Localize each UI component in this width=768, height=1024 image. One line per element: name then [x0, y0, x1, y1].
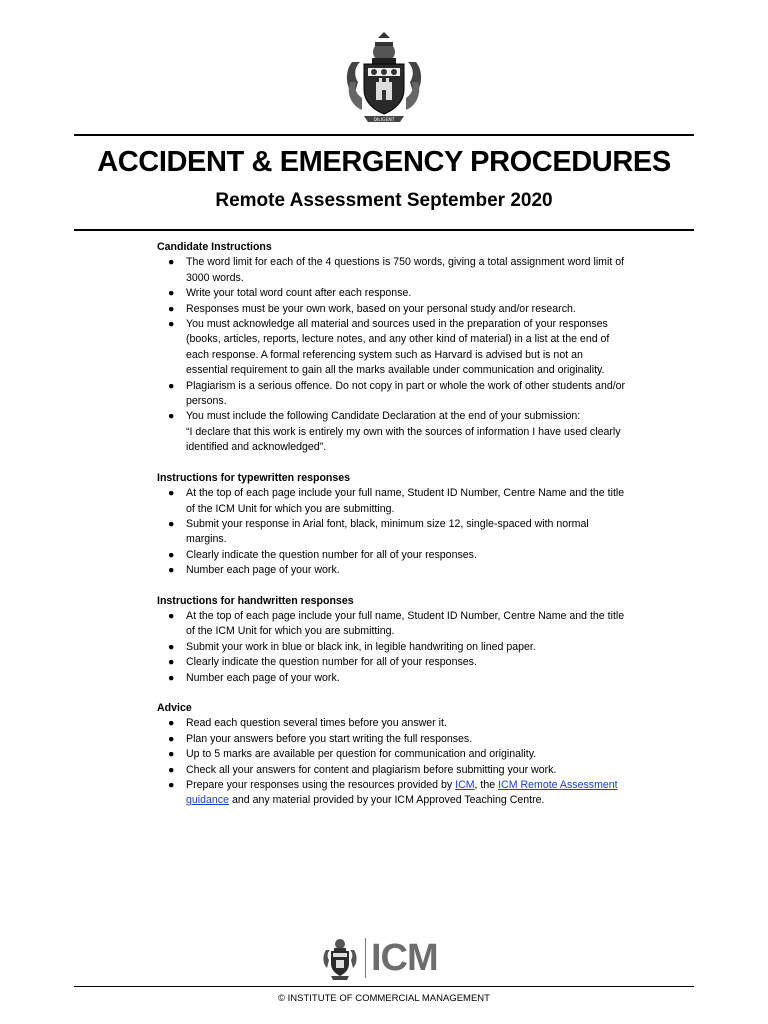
list-item-text: Prepare your responses using the resources provided by [186, 779, 456, 791]
remote-assessment-guidance-link[interactable]: ICM Remote Assessment guidance [186, 779, 618, 807]
bullet-icon: ● [168, 640, 175, 653]
list-item-text: , the [474, 779, 499, 791]
list-item [157, 732, 627, 747]
list-item [157, 747, 627, 762]
bullet-icon: ● [168, 256, 175, 269]
list-item-text: Read each question several times before you answer it. [186, 717, 447, 730]
list-item [157, 548, 627, 563]
list-item [157, 302, 627, 317]
list-item [157, 286, 627, 301]
bullet-icon: ● [168, 717, 175, 730]
list-item-text: Plan your answers before you start writing the full responses. [186, 732, 473, 745]
list-item-text: Responses must be your own work, based on your personal study and/or research. [186, 302, 576, 315]
list-item-text: Up to 5 marks are available per question for communication and originality. [186, 748, 537, 761]
header-rule-top [74, 134, 694, 136]
list-item-text: and any material provided by your ICM Approved Teaching Centre. [229, 794, 545, 807]
list-item-text: You must acknowledge all material and sources used in the preparation of your responses (books, articles, reports, lecture notes, and any other kind of material) in a list at the end of each response. A formal referencing system such as Harvard is advised but is not an essential requirement to gain all the marks available under communication and originality. [186, 318, 610, 377]
list-item [157, 517, 627, 548]
candidate-declaration: “I declare that this work is entirely my own with the sources of information I have used clearly identified and acknowledged”. [186, 425, 621, 454]
section-heading: Candidate Instructions [157, 241, 272, 253]
icm-link[interactable]: ICM [455, 779, 475, 791]
section-advice [157, 701, 627, 809]
bullet-icon: ● [168, 609, 175, 622]
document-body [157, 240, 627, 824]
list-item [157, 379, 627, 410]
list-item [157, 778, 627, 809]
icm-footer-logo [322, 936, 452, 980]
crest-motto: DILIGENT [373, 118, 395, 123]
list-item-text: Write your total word count after each response. [186, 287, 412, 300]
list-item-text: You must include the following Candidate Declaration at the end of your submission: [186, 410, 581, 423]
list-item-text: Plagiarism is a serious offence. Do not copy in part or whole the work of other students and/or persons. [186, 379, 626, 408]
header-rule-bottom [74, 229, 694, 231]
bullet-icon: ● [168, 763, 175, 776]
bullet-icon: ● [168, 779, 175, 791]
list-item-text: At the top of each page include your full name, Student ID Number, Centre Name and the title of the ICM Unit for which you are submitting. [186, 609, 625, 638]
bullet-icon: ● [168, 487, 175, 500]
list-item-text: Submit your response in Arial font, black, minimum size 12, single-spaced with normal margins. [186, 517, 589, 546]
list-item-text: Number each page of your work. [186, 564, 340, 577]
list-item [157, 563, 627, 578]
footer-crest-icon [322, 936, 358, 980]
list-item-text: The word limit for each of the 4 questions is 750 words, giving a total assignment word limit of 3000 words. [186, 256, 625, 284]
page-subtitle: Remote Assessment September 2020 [215, 190, 553, 211]
section-heading: Advice [157, 701, 192, 714]
bullet-icon: ● [168, 287, 175, 300]
list-item [157, 640, 627, 655]
list-item-text: Number each page of your work. [186, 671, 340, 684]
list-item [157, 655, 627, 670]
bullet-list [157, 255, 627, 455]
list-item-text: Clearly indicate the question number for all of your responses. [186, 548, 477, 561]
list-item-text: Clearly indicate the question number for all of your responses. [186, 656, 477, 669]
bullet-icon: ● [168, 748, 175, 761]
section-handwritten-instructions [157, 594, 627, 686]
bullet-icon: ● [168, 379, 175, 392]
bullet-icon: ● [168, 517, 175, 530]
institute-crest-icon [342, 32, 426, 124]
bullet-icon: ● [168, 302, 175, 315]
bullet-icon: ● [168, 318, 175, 331]
footer-logo-text: ICM [371, 937, 438, 979]
list-item [157, 671, 627, 686]
list-item [157, 609, 627, 640]
footer-rule [74, 986, 694, 987]
list-item [157, 409, 627, 455]
bullet-icon: ● [168, 564, 175, 577]
bullet-icon: ● [168, 410, 175, 423]
list-item [157, 317, 627, 379]
bullet-icon: ● [168, 732, 175, 745]
list-item [157, 763, 627, 778]
section-heading: Instructions for typewritten responses [157, 471, 351, 484]
bullet-list [157, 716, 627, 808]
bullet-icon: ● [168, 548, 175, 561]
section-typewritten-instructions [157, 471, 627, 579]
list-item-text: Submit your work in blue or black ink, in legible handwriting on lined paper. [186, 640, 536, 653]
footer-logo-separator [365, 938, 366, 978]
section-candidate-instructions [157, 240, 627, 456]
list-item [157, 486, 627, 517]
list-item [157, 716, 627, 731]
page-title: ACCIDENT & EMERGENCY PROCEDURES [97, 146, 671, 178]
list-item-text: Check all your answers for content and plagiarism before submitting your work. [186, 763, 557, 776]
copyright-text: © INSTITUTE OF COMMERCIAL MANAGEMENT [278, 993, 490, 1004]
list-item [157, 255, 627, 286]
list-item-text: At the top of each page include your full name, Student ID Number, Centre Name and the title of the ICM Unit for which you are submitting. [186, 487, 625, 515]
bullet-list [157, 486, 627, 578]
section-heading: Instructions for handwritten responses [157, 594, 354, 607]
bullet-icon: ● [168, 656, 175, 669]
bullet-icon: ● [168, 671, 175, 684]
bullet-list [157, 609, 627, 686]
